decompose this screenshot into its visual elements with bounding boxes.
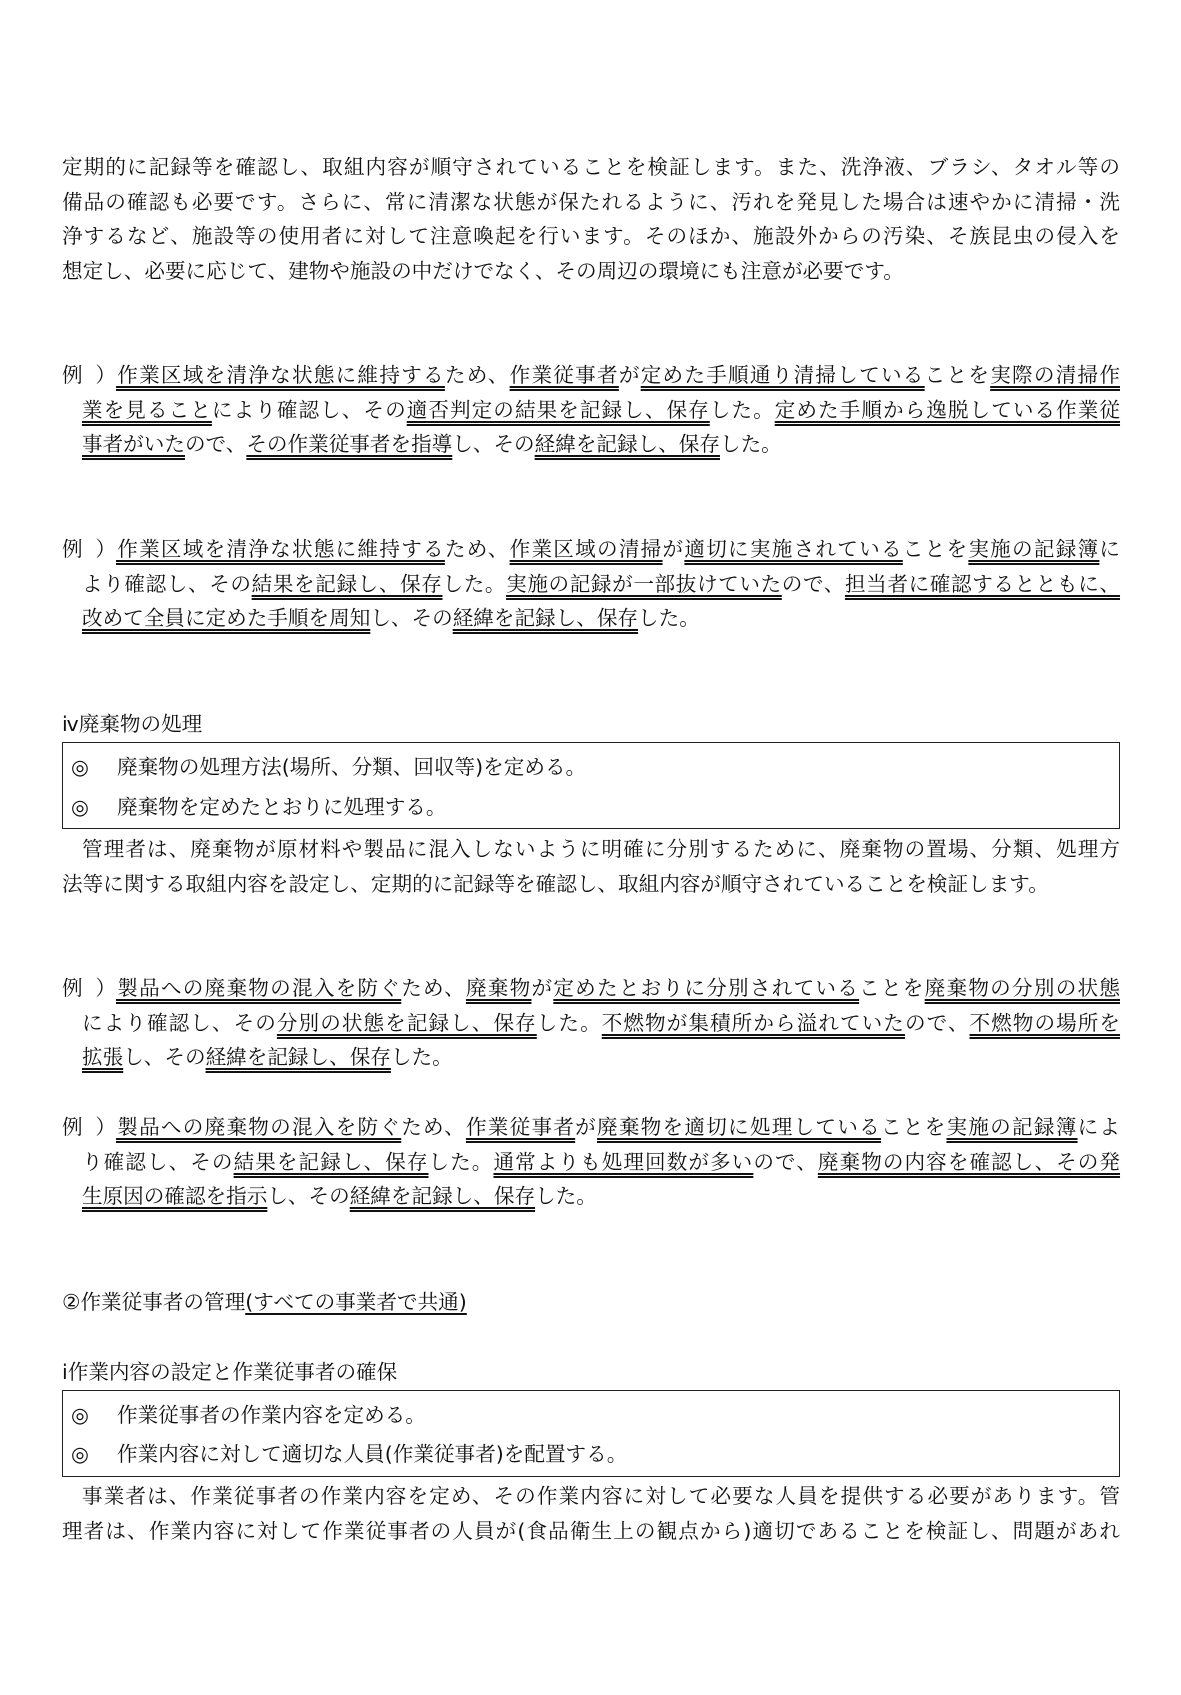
intro-paragraph (62, 150, 1120, 288)
text-phrase: より確認し、その (82, 571, 252, 596)
section-2-heading (62, 1285, 1120, 1320)
underlined-phrase: 生原因の確認を指示 (82, 1184, 268, 1209)
requirement-text: 作業内容に対して適切な人員(作業従事者)を配置する。 (117, 1442, 628, 1466)
text-phrase: ので、 (904, 1010, 970, 1035)
underlined-phrase: 廃棄物の内容を確認し、その発 (817, 1149, 1121, 1174)
underlined-phrase: 実際の清掃作 (990, 363, 1120, 387)
underlined-phrase: 実施の記録簿 (946, 1115, 1078, 1139)
underlined-phrase: 不燃物が集積所から溢れていた (601, 1010, 905, 1035)
text-phrase: が (618, 363, 641, 387)
underlined-phrase: 経緯を記録し、保存 (452, 606, 639, 631)
underlined-phrase: 製品への廃棄物の混入を防ぐ (116, 976, 402, 1000)
text-phrase: し、その (123, 1045, 206, 1070)
example-line (62, 1179, 1120, 1214)
section-2-note: (すべての事業者で共通) (245, 1290, 467, 1314)
text-phrase: した。 (390, 1045, 453, 1070)
text-phrase: し、その (452, 432, 535, 457)
example-line (62, 358, 1120, 393)
underlined-phrase: 実施の記録が一部抜けていた (506, 571, 782, 596)
example-line (62, 971, 1120, 1006)
text-phrase: ため、 (401, 1115, 466, 1139)
text-phrase: ため、 (444, 363, 510, 387)
underlined-phrase: 廃棄物 (465, 976, 532, 1000)
underlined-phrase: 事者がいた (82, 432, 185, 457)
underlined-phrase: 経緯を記録し、保存 (534, 432, 720, 457)
paragraph-line: 法等に関する取組内容を設定し、定期的に記録等を確認し、取組内容が順守されていることを検証します。 (62, 871, 1049, 896)
requirement-item (71, 750, 586, 784)
text-phrase: した。 (638, 606, 700, 631)
example-line (62, 427, 1120, 462)
section-iv-heading: ⅳ廃棄物の処理 (62, 712, 203, 736)
section-i-requirements-box (62, 1390, 1120, 1477)
underlined-phrase: 通常よりも処理回数が多い (493, 1149, 754, 1174)
example-line (62, 601, 1120, 636)
section-iv-requirements-box (62, 742, 1120, 829)
text-phrase: が (662, 537, 685, 561)
text-phrase: した。 (428, 1149, 494, 1174)
example-line (62, 1110, 1120, 1145)
underlined-phrase: 作業従事者 (465, 1115, 576, 1139)
text-phrase: により確認し、その (211, 397, 407, 422)
underlined-phrase: 拡張 (82, 1045, 124, 1070)
text-phrase: ため、 (401, 976, 466, 1000)
underlined-phrase: 定めたとおりに分別されている (553, 976, 860, 1000)
text-phrase: ことを (924, 363, 991, 387)
paragraph-line: 定期的に記録等を確認し、取組内容が順守されていることを検証します。また、洗浄液、ブラシ、タオル等の (62, 155, 1120, 179)
requirement-text: 廃棄物の処理方法(場所、分類、回収等)を定める。 (117, 755, 587, 779)
paragraph-line: 理者は、作業内容に対して作業従事者の人員が(食品衛生上の観点から)適切であることを検証し、問題があれ (62, 1518, 1120, 1543)
underlined-phrase: 作業区域の清掃 (509, 537, 663, 561)
example-line (62, 1145, 1120, 1180)
double-circle-icon: ◎ (71, 1403, 89, 1427)
paragraph-line: 管理者は、廃棄物が原材料や製品に混入しないように明確に分別するために、廃棄物の置場、分類、処理方 (82, 837, 1120, 861)
section-iv-paragraph (62, 832, 1120, 901)
text-phrase: ことを (859, 976, 925, 1000)
underlined-phrase: 定めた手順から逸脱している作業従 (774, 397, 1121, 422)
text-phrase: ことを (880, 1115, 947, 1139)
underlined-phrase: 作業区域を清浄な状態に維持する (116, 537, 445, 561)
example-line (62, 1006, 1120, 1041)
example-label: 例） (62, 363, 116, 387)
requirement-item (71, 1398, 426, 1432)
text-phrase: り確認し、その (82, 1149, 234, 1174)
underlined-phrase: 分別の状態を記録し、保存 (276, 1010, 537, 1035)
text-phrase: によ (1077, 1115, 1120, 1139)
underlined-phrase: 結果を記録し、保存 (251, 571, 443, 596)
text-phrase: が (531, 976, 554, 1000)
example-label: 例） (62, 976, 116, 1000)
text-phrase: に (1099, 537, 1120, 561)
underlined-phrase: 改めて全員に定めた手順を周知 (82, 606, 371, 631)
text-phrase: した。 (720, 432, 782, 457)
text-phrase: ので、 (753, 1149, 818, 1174)
paragraph-line: 事業者は、作業従事者の作業内容を定め、その作業内容に対して必要な人員を提供する必要があります。管 (82, 1484, 1120, 1508)
double-circle-icon: ◎ (71, 755, 89, 779)
paragraph-line: 浄するなど、施設等の使用者に対して注意喚起を行います。そのほか、施設外からの汚染、そ族昆虫の侵入を (62, 224, 1120, 249)
text-phrase: により確認し、その (82, 1010, 277, 1035)
text-phrase: した。 (442, 571, 507, 596)
section-2-title: ②作業従事者の管理 (62, 1290, 246, 1314)
underlined-phrase: 適否判定の結果を記録し、保存 (406, 397, 710, 422)
text-phrase: した。 (535, 1184, 597, 1209)
requirement-text: 廃棄物を定めたとおりに処理する。 (117, 795, 447, 819)
underlined-phrase: 経緯を記録し、保存 (349, 1184, 536, 1209)
underlined-phrase: 作業区域を清浄な状態に維持する (116, 363, 445, 387)
requirement-item (71, 1437, 627, 1471)
underlined-phrase: 作業従事者 (509, 363, 619, 387)
text-phrase: ので、 (184, 432, 247, 457)
section-i-heading: ⅰ作業内容の設定と作業従事者の確保 (62, 1360, 398, 1384)
example-line (62, 532, 1120, 567)
example-4 (62, 1110, 1120, 1214)
double-circle-icon: ◎ (71, 795, 89, 819)
paragraph-line: 備品の確認も必要です。さらに、常に清潔な状態が保たれるように、汚れを発見した場合は速やかに清掃・洗 (62, 189, 1120, 214)
underlined-phrase: 廃棄物を適切に処理している (597, 1115, 881, 1139)
example-3 (62, 971, 1120, 1075)
underlined-phrase: 担当者に確認するとともに、 (844, 571, 1121, 596)
example-1 (62, 358, 1120, 462)
text-phrase: ため、 (444, 537, 510, 561)
section-i-paragraph (62, 1479, 1120, 1548)
underlined-phrase: その作業従事者を指導 (246, 432, 453, 457)
underlined-phrase: 適切に実施されている (684, 537, 903, 561)
paragraph-line: 想定し、必要に応じて、建物や施設の中だけでなく、その周辺の環境にも注意が必要です。 (62, 258, 904, 283)
underlined-phrase: 業を見ること (82, 397, 212, 422)
text-phrase: した。 (536, 1010, 602, 1035)
example-label: 例） (62, 1115, 116, 1139)
example-line (62, 1040, 1120, 1075)
underlined-phrase: 廃棄物の分別の状態 (924, 976, 1120, 1000)
example-line (62, 567, 1120, 602)
text-phrase: ことを (902, 537, 969, 561)
example-2 (62, 532, 1120, 636)
underlined-phrase: 結果を記録し、保存 (233, 1149, 429, 1174)
double-circle-icon: ◎ (71, 1442, 89, 1466)
underlined-phrase: 不燃物の場所を (969, 1010, 1121, 1035)
text-phrase: した。 (709, 397, 775, 422)
underlined-phrase: 製品への廃棄物の混入を防ぐ (116, 1115, 402, 1139)
requirement-item (71, 790, 447, 824)
text-phrase: し、その (267, 1184, 350, 1209)
text-phrase: ので、 (781, 571, 845, 596)
text-phrase: し、その (370, 606, 453, 631)
example-label: 例） (62, 537, 116, 561)
underlined-phrase: 実施の記録簿 (968, 537, 1100, 561)
example-line (62, 393, 1120, 428)
underlined-phrase: 定めた手順通り清掃している (640, 363, 925, 387)
requirement-text: 作業従事者の作業内容を定める。 (117, 1403, 426, 1427)
underlined-phrase: 経緯を記録し、保存 (205, 1045, 391, 1070)
text-phrase: が (575, 1115, 597, 1139)
